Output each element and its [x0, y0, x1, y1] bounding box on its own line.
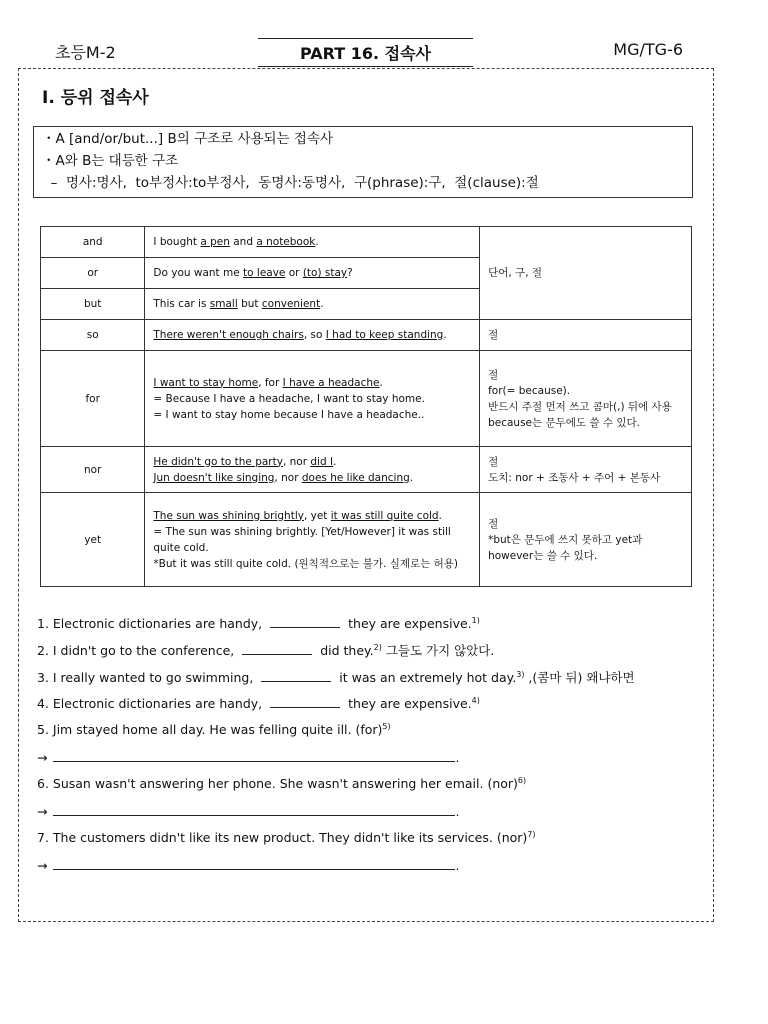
answer-blank[interactable] — [261, 669, 331, 682]
answer-line-5: → . — [37, 750, 460, 765]
table-row — [41, 320, 692, 351]
table-row — [41, 493, 692, 587]
answer-blank[interactable] — [53, 857, 455, 870]
example-cell: The sun was shining brightly, yet it was still quite cold. = The sun was shining brightly. [Yet/However] it was still quite cold. *But it was still quite cold. (원칙적으로는 불가. 실제로는 허용) — [145, 493, 480, 587]
example-cell: I want to stay home, for I have a headache. = Because I have a headache, I want to stay home. = I want to stay home because I have a headache.. — [145, 351, 480, 447]
note-cell: 절 *but은 문두에 쓰지 못하고 yet과 however는 쓸 수 있다. — [480, 493, 692, 587]
conjunction-cell: yet — [41, 493, 145, 587]
answer-line-7: → . — [37, 858, 460, 873]
example-cell: I bought a pen and a notebook. — [145, 227, 480, 258]
conjunction-cell: for — [41, 351, 145, 447]
exercise-3: 3. I really wanted to go swimming, it was an extremely hot day.$^{3)}$ ,(콤마 뒤) 왜냐하면 — [37, 669, 635, 685]
rule-line: ・A와 B는 대등한 구조 — [42, 153, 179, 169]
note-cell: 절 for(= because). 반드시 주절 먼저 쓰고 콤마(,) 뒤에 사용 because는 문두에도 쓸 수 있다. — [480, 351, 692, 447]
example-cell: Do you want me to leave or (to) stay? — [145, 258, 480, 289]
answer-blank[interactable] — [53, 749, 455, 762]
conjunction-cell: nor — [41, 447, 145, 493]
exercise-5: 5. Jim stayed home all day. He was felling quite ill. (for)$^{5)}$ — [37, 722, 391, 738]
example-cell: There weren't enough chairs, so I had to keep standing. — [145, 320, 480, 351]
table-row — [41, 447, 692, 493]
example-cell: He didn't go to the party, nor did I. Jun doesn't like singing, nor does he like dancing. — [145, 447, 480, 493]
section-title: I. 등위 접속사 — [42, 88, 149, 108]
exercise-1: 1. Electronic dictionaries are handy, they are expensive.$^{1)}$ — [37, 615, 480, 631]
conjunction-cell: and — [41, 227, 145, 258]
conjunction-table — [40, 226, 692, 587]
answer-blank[interactable] — [53, 803, 455, 816]
answer-blank[interactable] — [242, 642, 312, 655]
table-row — [41, 227, 692, 258]
answer-blank[interactable] — [270, 615, 340, 628]
exercise-2: 2. I didn't go to the conference, did they.$^{2)}$ 그들도 가지 않았다. — [37, 642, 495, 658]
rule-line: ・A [and/or/but...] B의 구조로 사용되는 접속사 — [42, 131, 334, 147]
header-course: 초등M-2 — [55, 43, 116, 62]
exercise-6: 6. Susan wasn't answering her phone. She wasn't answering her email. (nor)$^{6)}$ — [37, 776, 527, 792]
exercise-7: 7. The customers didn't like its new product. They didn't like its services. (nor)$^{7)}$ — [37, 830, 536, 846]
conjunction-cell: so — [41, 320, 145, 351]
rule-box — [33, 126, 693, 198]
table-row — [41, 351, 692, 447]
example-cell: This car is small but convenient. — [145, 289, 480, 320]
note-cell: 절 도치: nor + 조동사 + 주어 + 본동사 — [480, 447, 692, 493]
rule-line: – 명사:명사, to부정사:to부정사, 동명사:동명사, 구(phrase):구, 절(clause):절 — [42, 175, 539, 191]
conjunction-cell: or — [41, 258, 145, 289]
exercise-4: 4. Electronic dictionaries are handy, they are expensive.$^{4)}$ — [37, 695, 480, 711]
answer-blank[interactable] — [270, 695, 340, 708]
note-cell: 단어, 구, 절 — [480, 227, 692, 320]
answer-line-6: → . — [37, 804, 460, 819]
conjunction-cell: but — [41, 289, 145, 320]
page-title: PART 16. 접속사 — [258, 38, 473, 67]
note-cell: 절 — [480, 320, 692, 351]
header-code: MG/TG-6 — [613, 40, 683, 59]
